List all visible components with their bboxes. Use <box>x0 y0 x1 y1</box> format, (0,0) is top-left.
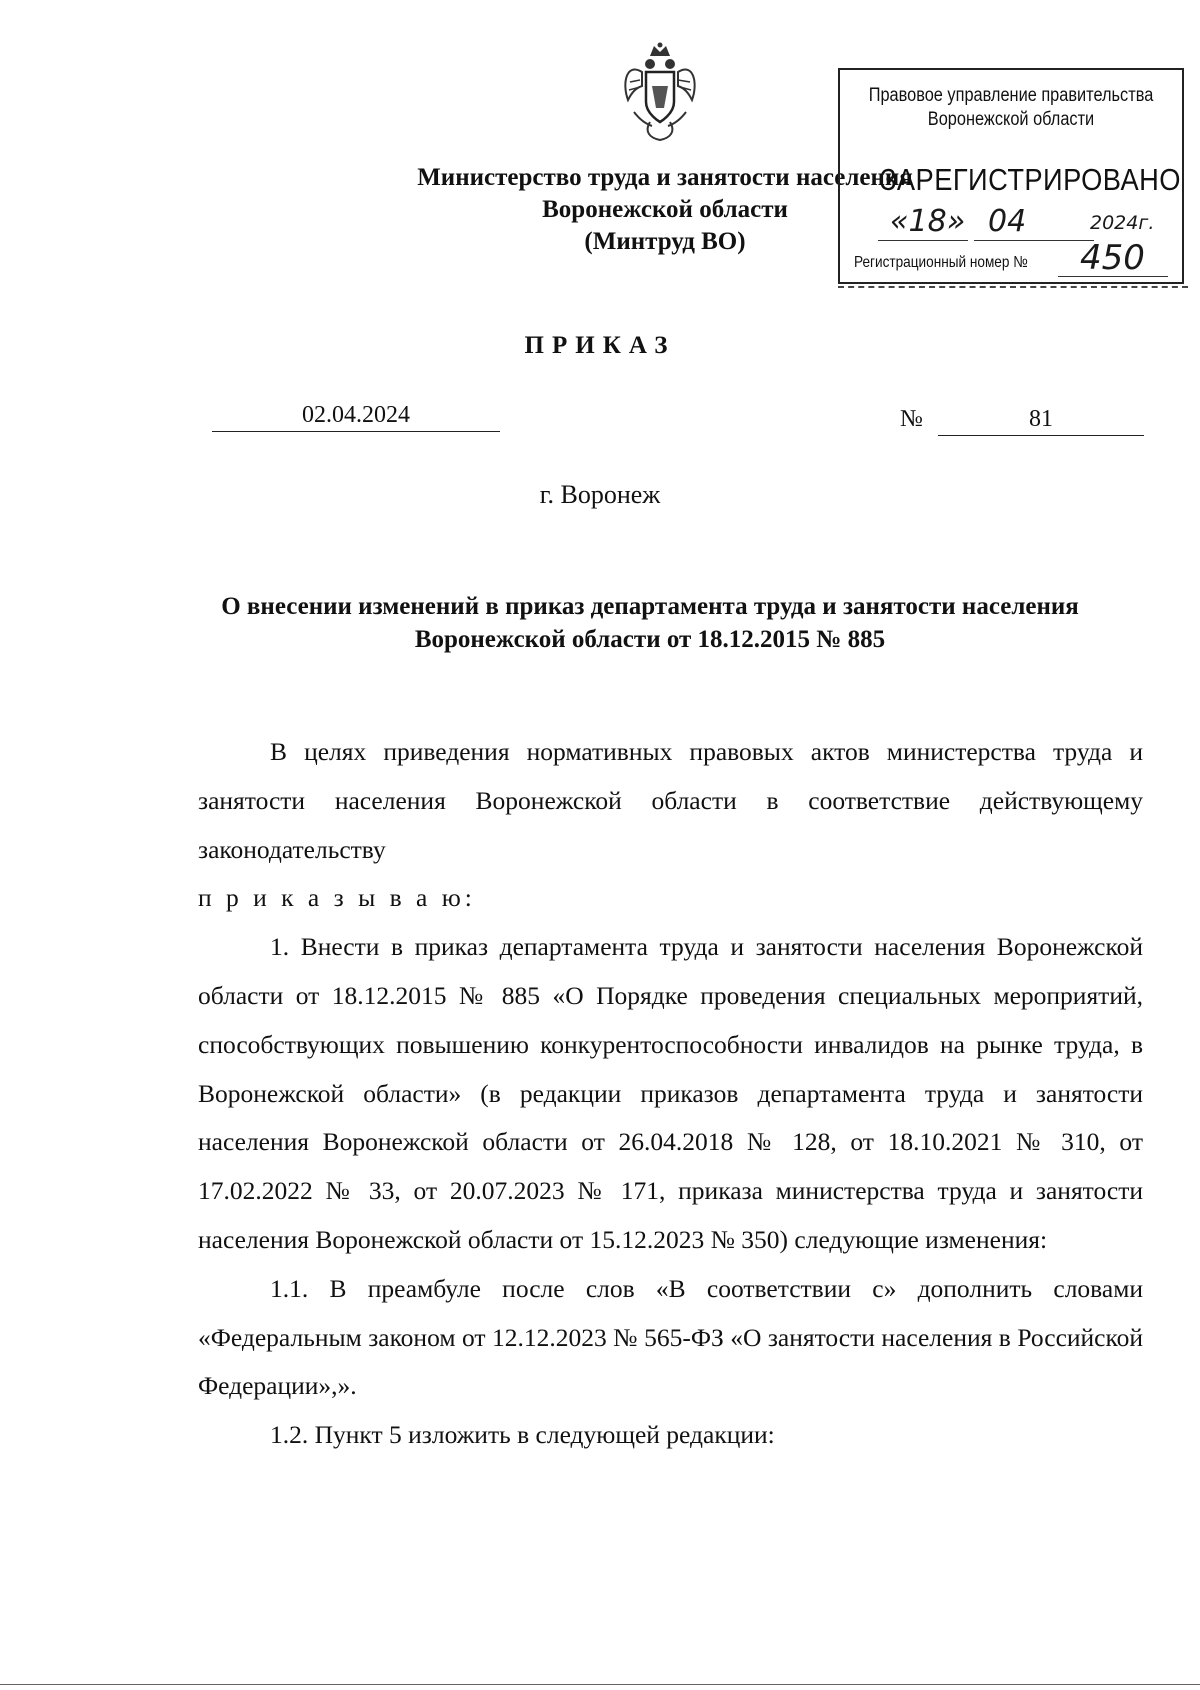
ministry-name-line-1: Министерство труда и занятости населения <box>417 164 913 191</box>
document-type-title: ПРИКАЗ <box>524 332 676 359</box>
body-order-word: п р и к а з ы в а ю: <box>198 883 476 913</box>
stamp-registered-label: ЗАРЕГИСТРИРОВАНО <box>880 162 1181 197</box>
body-paragraph-item-1-2: 1.2. Пункт 5 изложить в следующей редакции: <box>270 1420 775 1450</box>
stamp-day-underline <box>878 240 968 241</box>
body-paragraph-item-1-1: 1.1. В преамбуле после слов «В соответствии с» дополнить словами «Федеральным законом от 12.12.2023 № 565-ФЗ «О занятости населения в Российской Федерации»,». <box>198 1273 1143 1401</box>
stamp-reg-number-label: Регистрационный номер № <box>854 254 1028 271</box>
ministry-name-line-2: Воронежской области <box>542 196 788 223</box>
stamp-organization <box>864 84 1158 132</box>
order-date: 02.04.2024 <box>212 402 500 432</box>
document-subject: О внесении изменений в приказ департамента труда и занятости населения Воронежской области от 18.12.2015 № 885 <box>221 593 1079 653</box>
stamp-year: 2024г. <box>1090 212 1155 234</box>
stamp-org-line-1: Правовое управление правительства <box>868 85 1154 106</box>
coat-of-arms-emblem <box>620 42 700 142</box>
stamp-reg-number: 450 <box>1080 238 1145 278</box>
ministry-name-line-3: (Минтруд ВО) <box>584 228 746 255</box>
stamp-month: 04 <box>988 204 1027 239</box>
stamp-day: «18» <box>890 204 966 239</box>
stamp-org-line-2: Воронежской области <box>927 109 1095 130</box>
body-paragraph-item-1: 1. Внести в приказ департамента труда и занятости населения Воронежской области от 18.12.2015 № 885 «О Порядке проведения специальных мероприятий, способствующих повышению конкурентоспособности инвалидов на рынке труда, в Воронежской области» (в редакции приказов департамента труда и занятости населения Воронежской области от 26.04.2018 № 128, от 18.10.2021 № 310, от 17.02.2022 № 33, от 20.07.2023 № 171, приказа министерства труда и занятости населения Воронежской области от 15.12.2023 № 350) следующие изменения: <box>198 932 1143 1254</box>
document-body <box>198 728 1143 1460</box>
page-bottom-rule <box>0 1684 1200 1685</box>
registration-stamp <box>838 68 1184 284</box>
order-number-label: № <box>900 406 923 432</box>
body-paragraph-preamble: В целях приведения нормативных правовых актов министерства труда и занятости населения Воронежской области в соответствие действующему законодательству <box>198 737 1143 864</box>
stamp-month-underline <box>974 240 1094 241</box>
city: г. Воронеж <box>539 480 661 509</box>
order-number: 81 <box>938 406 1144 436</box>
